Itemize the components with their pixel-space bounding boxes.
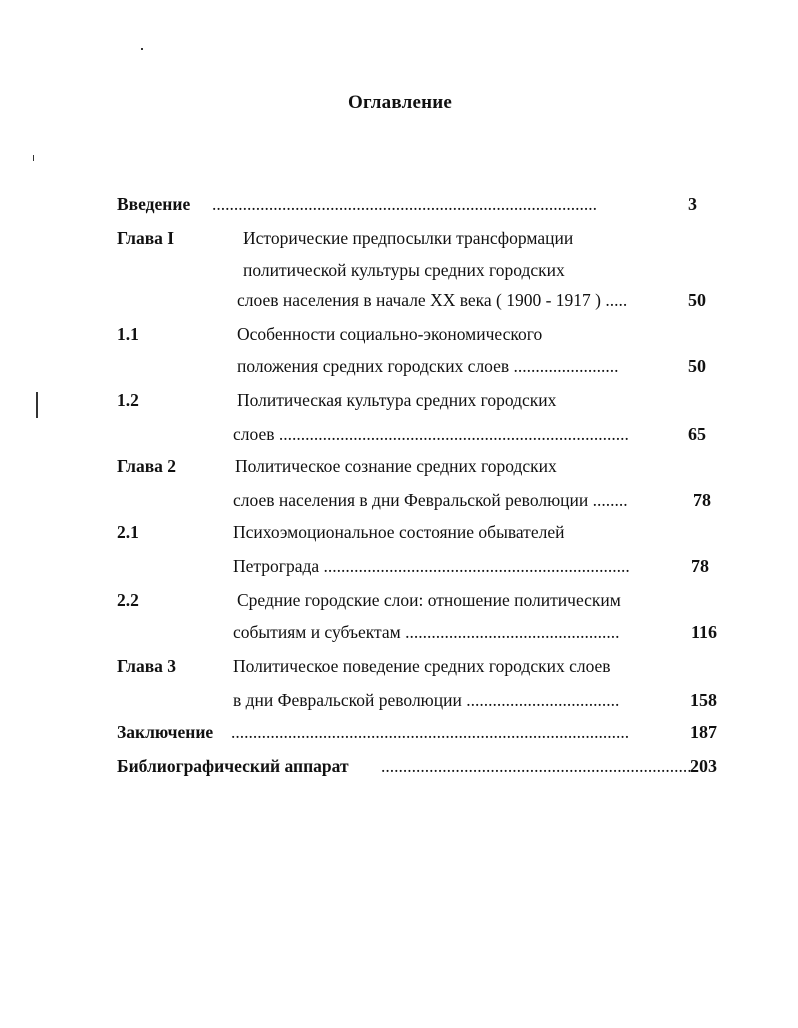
toc-title-line: Средние городские слои: отношение политическим [237,590,621,610]
toc-label-section-1-2: 1.2 [117,390,139,410]
toc-title-line: политической культуры средних городских [243,260,565,280]
toc-title-line: Особенности социально-экономического [237,324,543,344]
toc-label-chapter-2: Глава 2 [117,456,177,476]
toc-title-line: Исторические предпосылки трансформации [243,228,574,248]
toc-label-section-1-1: 1.1 [117,324,139,344]
toc-page-number: 203 [690,756,717,776]
toc-page-number: 3 [688,194,697,214]
toc-page-number: 50 [688,290,706,310]
toc-title-line: Политическое сознание средних городских [235,456,557,476]
toc-title-line: слоев населения в дни Февральской революции ........ [233,490,628,510]
toc-label-section-2-1: 2.1 [117,522,139,542]
toc-page-number: 116 [690,622,717,642]
toc-page-number: 78 [693,490,711,510]
page-title: Оглавление [347,92,453,113]
toc-title-line: Петрограда ...................................................................... [233,556,630,576]
toc-title-line: положения средних городских слоев ........................ [237,356,619,376]
toc-title-line: событиям и субъектам ................................................. [233,622,620,642]
toc-title-line: Психоэмоциональное состояние обывателей [233,522,565,542]
toc-label-bibliography: Библиографический аппарат [117,756,349,776]
scan-speck [33,155,34,161]
toc-title-line: Политическое поведение средних городских слоев [233,656,611,676]
toc-page-number: 78 [691,556,709,576]
toc-title-line: слоев ................................................................................ [233,424,629,444]
toc-dots: ........................................................................................ [212,194,597,214]
toc-label-section-2-2: 2.2 [117,590,139,610]
toc-label-chapter-3: Глава 3 [117,656,177,676]
toc-dots: ....................................................................... [381,756,692,776]
scan-line-artifact [36,392,38,418]
toc-title-line: в дни Февральской революции ................................... [233,690,620,710]
toc-page-number: 158 [690,690,717,710]
toc-page-number: 65 [688,424,706,444]
toc-title-line: Политическая культура средних городских [237,390,557,410]
toc-page-number: 50 [688,356,706,376]
toc-title-line: слоев населения в начале XX века ( 1900 - 1917 ) ..... [237,290,628,310]
toc-label-introduction: Введение [117,194,191,214]
toc-dots: ........................................................................................... [231,722,630,742]
scan-speck [141,48,143,50]
toc-label-chapter-1: Глава I [117,228,175,248]
toc-page-number: 187 [690,722,717,742]
toc-label-conclusion: Заключение [117,722,214,742]
